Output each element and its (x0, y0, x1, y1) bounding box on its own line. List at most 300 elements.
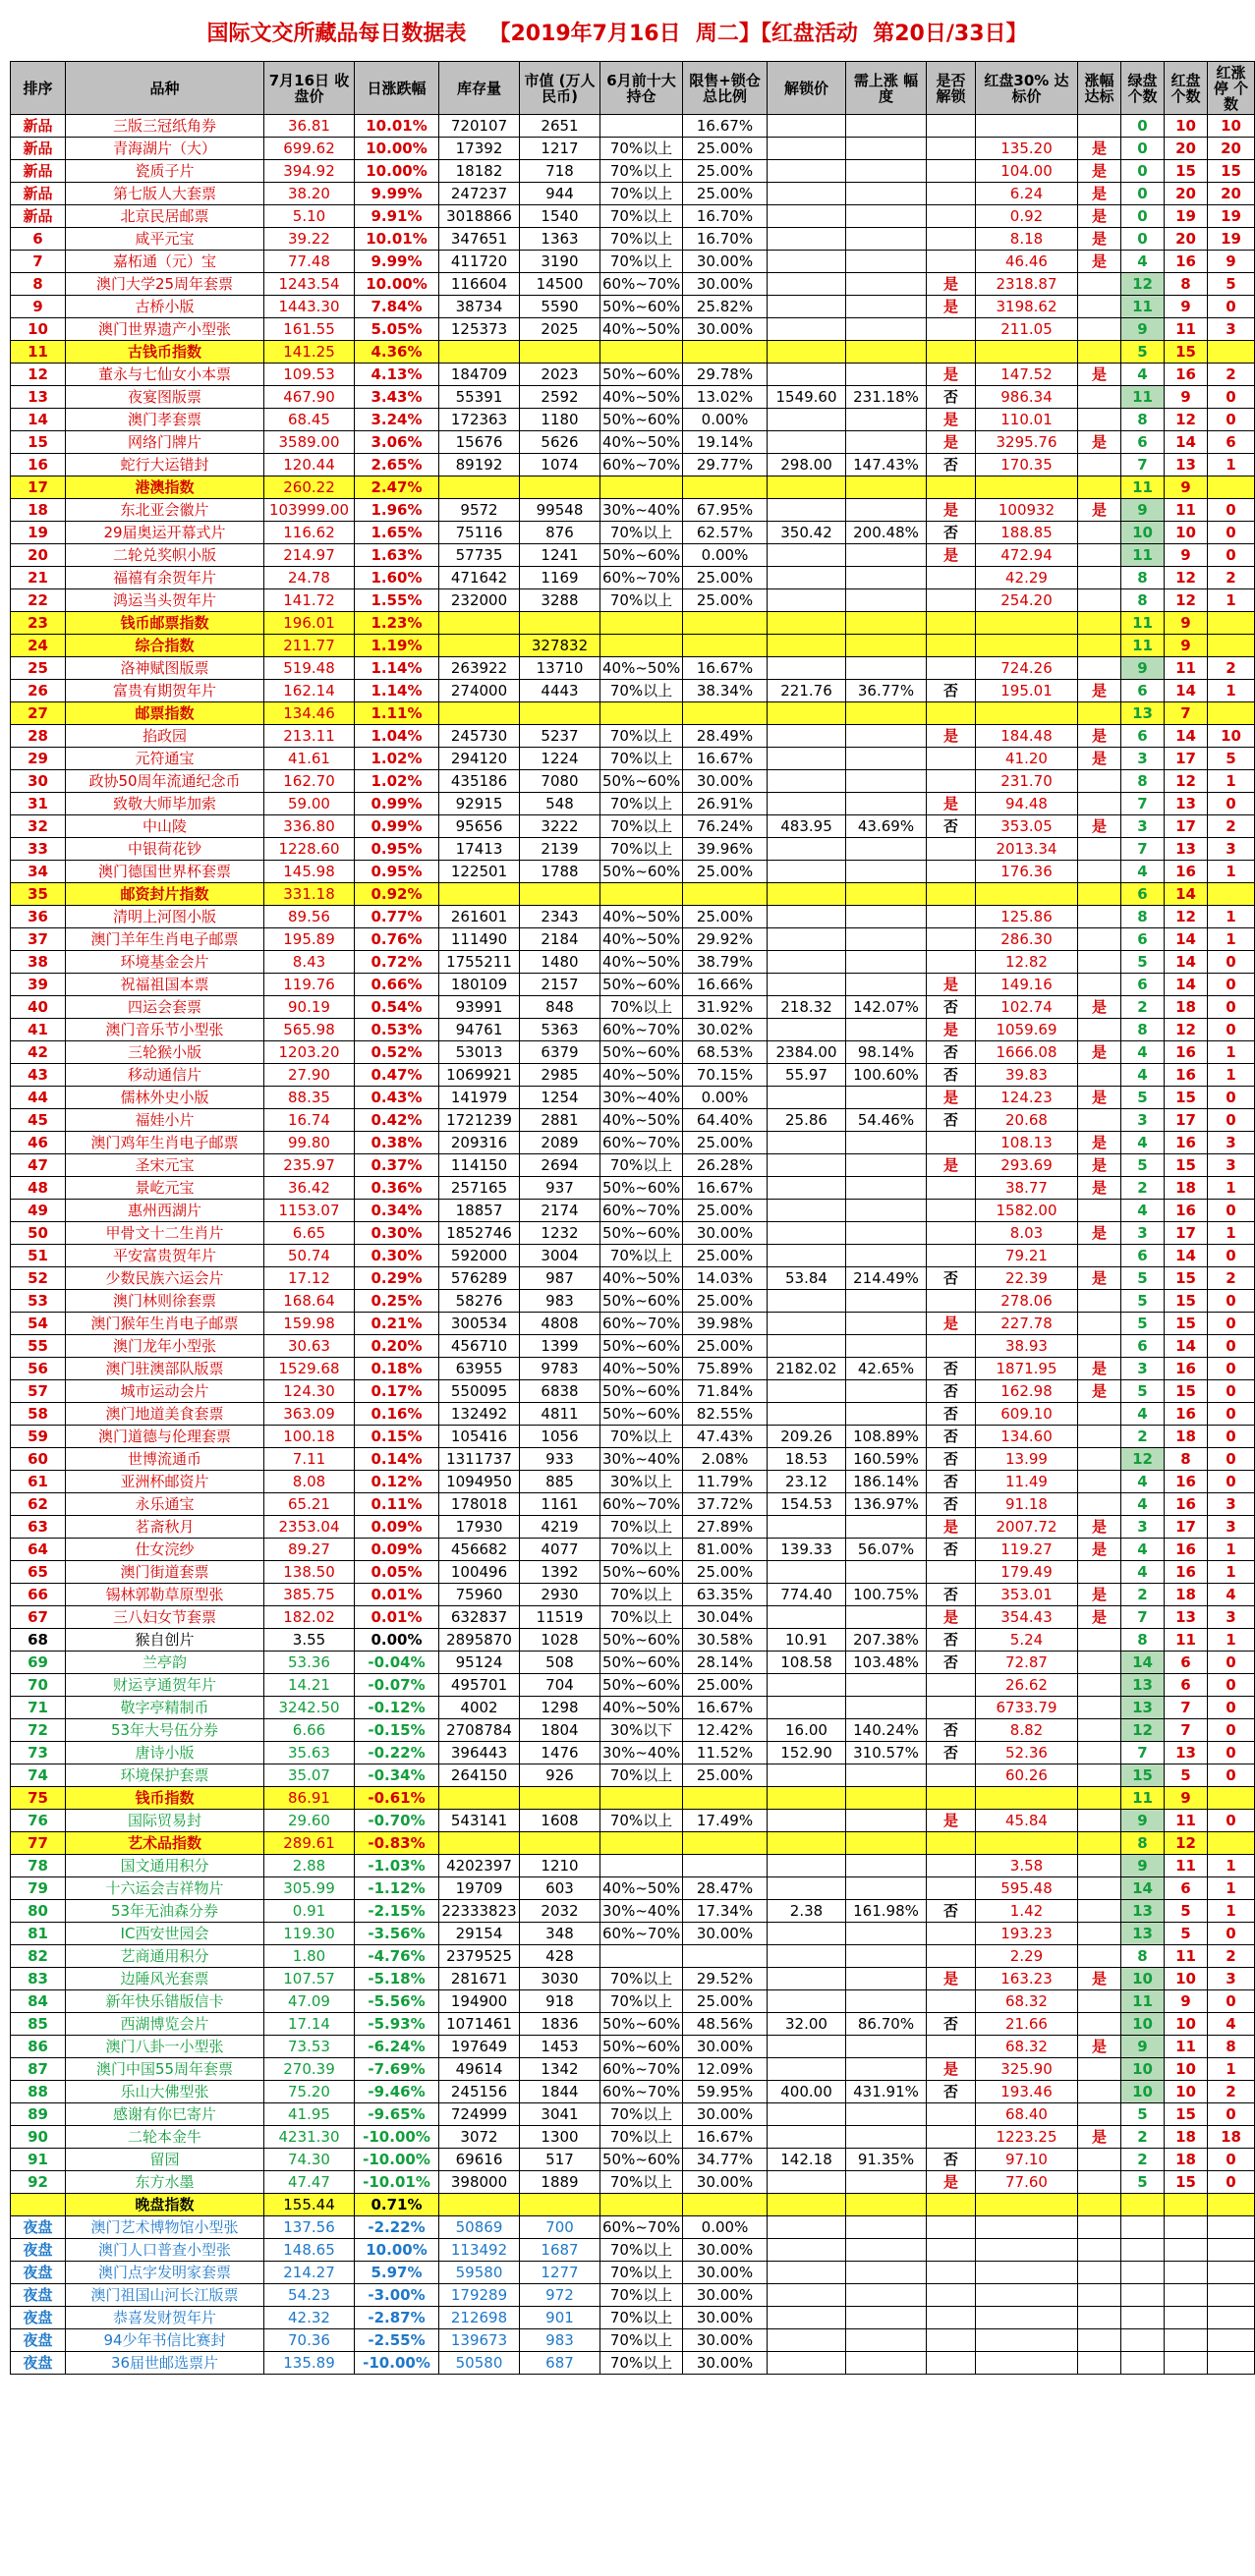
table-cell (768, 318, 846, 341)
table-cell: 18857 (439, 1200, 520, 1222)
table-cell: 9 (1165, 296, 1208, 318)
table-cell: 17 (11, 476, 66, 499)
table-cell (927, 1245, 976, 1267)
table-cell (846, 1177, 927, 1200)
table-cell: 8 (1121, 567, 1165, 589)
table-cell: 149.16 (976, 974, 1078, 996)
table-cell: 网络门牌片 (66, 431, 264, 454)
table-cell (846, 1764, 927, 1787)
table-cell: 180109 (439, 974, 520, 996)
table-cell (768, 1697, 846, 1719)
table-cell: 16.67% (683, 1177, 768, 1200)
table-cell (1208, 341, 1255, 364)
table-row (11, 657, 1255, 680)
table-cell: 61 (11, 1471, 66, 1493)
table-cell: 0 (1208, 1764, 1255, 1787)
table-row (11, 1041, 1255, 1064)
table-cell: 13.02% (683, 386, 768, 409)
table-cell: 29.52% (683, 1968, 768, 1990)
table-cell (927, 1290, 976, 1313)
table-cell: -2.22% (355, 2216, 439, 2239)
table-cell (976, 1787, 1078, 1810)
table-cell: 354.43 (976, 1606, 1078, 1629)
table-cell: 4443 (520, 680, 600, 702)
column-header: 绿盘 个数 (1121, 62, 1165, 115)
table-cell: 10 (1165, 2058, 1208, 2081)
table-cell: 嘉柘通（元）宝 (66, 251, 264, 273)
table-cell: 12 (1165, 409, 1208, 431)
table-cell: 14 (1165, 431, 1208, 454)
table-row (11, 680, 1255, 702)
table-cell: 3 (1208, 318, 1255, 341)
table-cell: 60%~70% (600, 1200, 683, 1222)
table-cell: 40%~50% (600, 318, 683, 341)
table-row (11, 567, 1255, 589)
table-cell: 5.05% (355, 318, 439, 341)
table-cell: 5626 (520, 431, 600, 454)
table-cell: 59.95% (683, 2081, 768, 2103)
table-cell: 394.92 (264, 160, 355, 183)
table-cell: 270.39 (264, 2058, 355, 2081)
table-cell: 1721239 (439, 1109, 520, 1132)
table-cell: 11 (1121, 386, 1165, 409)
table-cell: 二轮兑奖帜小版 (66, 544, 264, 567)
table-cell: 30.00% (683, 2171, 768, 2194)
table-cell: 35.63 (264, 1742, 355, 1764)
table-cell (927, 1222, 976, 1245)
table-cell (846, 1945, 927, 1968)
table-cell: 10 (1165, 2013, 1208, 2036)
table-cell (846, 1832, 927, 1855)
table-cell: 456682 (439, 1539, 520, 1561)
table-cell: 1028 (520, 1629, 600, 1652)
table-cell: 18 (1165, 1584, 1208, 1606)
table-cell (768, 1606, 846, 1629)
table-cell: 9572 (439, 499, 520, 522)
table-cell: 46.46 (976, 251, 1078, 273)
table-cell: 1 (1208, 1222, 1255, 1245)
table-cell (768, 1787, 846, 1810)
table-cell (846, 589, 927, 612)
table-cell: 50%~60% (600, 409, 683, 431)
table-cell: 0.00% (683, 544, 768, 567)
table-cell: 16 (1165, 251, 1208, 273)
table-row (11, 522, 1255, 544)
table-cell (846, 1968, 927, 1990)
table-cell: 40%~50% (600, 928, 683, 951)
table-cell (768, 1222, 846, 1245)
table-cell: 52 (11, 1267, 66, 1290)
table-cell: 42.65% (846, 1358, 927, 1380)
table-cell: 28.49% (683, 725, 768, 748)
table-cell: 261601 (439, 906, 520, 928)
table-cell: 是 (1078, 1358, 1121, 1380)
table-cell: 新品 (11, 115, 66, 138)
table-cell: 68.40 (976, 2103, 1078, 2126)
table-cell: 139.33 (768, 1539, 846, 1561)
table-cell: 85 (11, 2013, 66, 2036)
table-cell: 16 (1165, 861, 1208, 883)
table-cell: 钱币指数 (66, 1787, 264, 1810)
table-cell (846, 861, 927, 883)
table-cell (1208, 476, 1255, 499)
table-cell: 289.61 (264, 1832, 355, 1855)
table-cell (846, 1674, 927, 1697)
table-cell (976, 2284, 1078, 2307)
table-cell: 59580 (439, 2262, 520, 2284)
table-cell: 4 (1121, 1493, 1165, 1516)
table-cell: -5.56% (355, 1990, 439, 2013)
table-cell (1078, 793, 1121, 815)
table-cell: 22333823 (439, 1900, 520, 1923)
table-cell (1121, 2284, 1165, 2307)
table-cell: 30.00% (683, 273, 768, 296)
table-cell: 富贵有期贺年片 (66, 680, 264, 702)
table-cell: 25.00% (683, 1764, 768, 1787)
table-cell: 2007.72 (976, 1516, 1078, 1539)
table-cell: 91.35% (846, 2149, 927, 2171)
table-cell: 0 (1208, 2171, 1255, 2194)
table-cell (768, 205, 846, 228)
table-cell (846, 2171, 927, 2194)
table-cell: 11 (1121, 544, 1165, 567)
table-cell: 11.49 (976, 1471, 1078, 1493)
table-cell (976, 612, 1078, 635)
table-cell: 138.50 (264, 1561, 355, 1584)
table-cell: 293.69 (976, 1154, 1078, 1177)
table-cell (1078, 1561, 1121, 1584)
table-cell: 147.43% (846, 454, 927, 476)
table-cell: 1476 (520, 1742, 600, 1764)
table-row (11, 951, 1255, 974)
table-cell: 576289 (439, 1267, 520, 1290)
table-cell: 29.92% (683, 928, 768, 951)
table-cell: 14 (1165, 680, 1208, 702)
table-cell: 0 (1208, 409, 1255, 431)
table-cell (846, 251, 927, 273)
table-cell: 2708784 (439, 1719, 520, 1742)
table-cell (1078, 1064, 1121, 1087)
table-cell: 2 (1208, 2081, 1255, 2103)
table-cell: 20 (1208, 183, 1255, 205)
table-cell: 9 (11, 296, 66, 318)
table-cell: 327832 (520, 635, 600, 657)
table-cell: 8 (1121, 409, 1165, 431)
table-row (11, 1923, 1255, 1945)
table-cell: 0.53% (355, 1019, 439, 1041)
table-cell: 5 (1208, 273, 1255, 296)
table-cell (846, 1516, 927, 1539)
table-cell: 鸿运当头贺年片 (66, 589, 264, 612)
table-cell: 祝福祖国本票 (66, 974, 264, 996)
table-cell (1078, 2284, 1121, 2307)
table-cell: 11 (1165, 1629, 1208, 1652)
table-cell: 214.27 (264, 2262, 355, 2284)
table-cell: 21.66 (976, 2013, 1078, 2036)
table-cell: 13.99 (976, 1448, 1078, 1471)
table-cell: 8 (1208, 2036, 1255, 2058)
table-cell: 37.72% (683, 1493, 768, 1516)
table-cell: 0 (1121, 183, 1165, 205)
table-cell: 60%~70% (600, 567, 683, 589)
table-cell: 86.70% (846, 2013, 927, 2036)
table-cell: 14 (1121, 1652, 1165, 1674)
table-cell: 否 (927, 1109, 976, 1132)
table-cell: -9.65% (355, 2103, 439, 2126)
table-cell: 12 (1165, 770, 1208, 793)
table-cell: 30.00% (683, 2284, 768, 2307)
table-cell (846, 1810, 927, 1832)
table-cell (1078, 115, 1121, 138)
table-cell (1078, 612, 1121, 635)
table-cell: 16.74 (264, 1109, 355, 1132)
table-cell (768, 1561, 846, 1584)
table-cell: 2174 (520, 1200, 600, 1222)
table-cell: 16.67% (683, 748, 768, 770)
table-cell: 29 (11, 748, 66, 770)
table-cell: 0 (1208, 1358, 1255, 1380)
table-cell: 40%~50% (600, 386, 683, 409)
table-cell: 78 (11, 1855, 66, 1877)
table-cell: 是 (927, 1087, 976, 1109)
table-row (11, 2171, 1255, 2194)
table-cell: 176.36 (976, 861, 1078, 883)
table-cell: 53 (11, 1290, 66, 1313)
table-cell: 885 (520, 1471, 600, 1493)
table-cell: 3 (1208, 1154, 1255, 1177)
table-cell: 184709 (439, 364, 520, 386)
table-cell: 5 (1208, 748, 1255, 770)
table-cell: 16 (1165, 1403, 1208, 1426)
table-cell: 9 (1121, 318, 1165, 341)
table-cell: 699.62 (264, 138, 355, 160)
table-cell: 162.14 (264, 680, 355, 702)
table-cell: 159.98 (264, 1313, 355, 1335)
table-cell: 澳门驻澳部队版票 (66, 1358, 264, 1380)
table-cell: 6 (1165, 1652, 1208, 1674)
table-cell: 60%~70% (600, 1313, 683, 1335)
table-cell (927, 205, 976, 228)
table-cell (927, 770, 976, 793)
table-cell: 1 (1208, 2058, 1255, 2081)
table-cell: 2379525 (439, 1945, 520, 1968)
table-cell (520, 883, 600, 906)
table-cell: 1300 (520, 2126, 600, 2149)
table-cell: 1363 (520, 228, 600, 251)
table-cell: 30%~40% (600, 1742, 683, 1764)
table-cell (976, 2262, 1078, 2284)
table-cell: 11 (11, 341, 66, 364)
table-cell: 50869 (439, 2216, 520, 2239)
table-cell (1121, 2194, 1165, 2216)
table-cell: 14 (1165, 725, 1208, 748)
table-cell (927, 1832, 976, 1855)
table-cell: 94少年书信比赛封 (66, 2329, 264, 2352)
table-cell: -0.22% (355, 1742, 439, 1764)
table-cell: 否 (927, 1064, 976, 1087)
table-cell: 43.69% (846, 815, 927, 838)
table-cell: 10 (1165, 1968, 1208, 1990)
table-cell (768, 1313, 846, 1335)
table-cell: 4202397 (439, 1855, 520, 1877)
table-cell: 79.21 (976, 1245, 1078, 1267)
table-cell: 13 (1165, 454, 1208, 476)
table-cell: 50%~60% (600, 1674, 683, 1697)
table-cell: 40%~50% (600, 1697, 683, 1719)
table-cell: 1 (1208, 1177, 1255, 1200)
table-cell: 2930 (520, 1584, 600, 1606)
table-cell: 10.01% (355, 115, 439, 138)
table-cell (768, 341, 846, 364)
table-cell: 99.80 (264, 1132, 355, 1154)
table-cell (768, 1968, 846, 1990)
table-cell: 是 (1078, 1380, 1121, 1403)
table-cell: 国文通用积分 (66, 1855, 264, 1877)
table-cell (768, 1877, 846, 1900)
table-cell: 18 (1165, 2126, 1208, 2149)
table-cell: 0.16% (355, 1403, 439, 1426)
table-cell: 11 (1165, 657, 1208, 680)
column-header: 红涨停 个数 (1208, 62, 1255, 115)
table-cell: 75.20 (264, 2081, 355, 2103)
table-cell: 119.27 (976, 1539, 1078, 1561)
table-cell: 70%以上 (600, 183, 683, 205)
table-cell: 53.84 (768, 1267, 846, 1290)
table-cell: 澳门中国55周年套票 (66, 2058, 264, 2081)
table-cell (846, 1290, 927, 1313)
table-cell: 7.84% (355, 296, 439, 318)
table-cell: 245730 (439, 725, 520, 748)
table-cell: 0 (1121, 228, 1165, 251)
table-cell: 12 (1165, 567, 1208, 589)
table-cell (439, 635, 520, 657)
table-cell: 46 (11, 1132, 66, 1154)
table-cell: 4.13% (355, 364, 439, 386)
table-cell (846, 2352, 927, 2375)
table-cell (600, 1787, 683, 1810)
table-cell: 30.00% (683, 2329, 768, 2352)
table-cell (768, 861, 846, 883)
table-cell: 60%~70% (600, 2058, 683, 2081)
table-cell: 9 (1165, 476, 1208, 499)
table-cell: 5.97% (355, 2262, 439, 2284)
table-cell: 11 (1165, 318, 1208, 341)
table-cell (846, 1990, 927, 2013)
table-cell: 60 (11, 1448, 66, 1471)
table-cell: 8.03 (976, 1222, 1078, 1245)
table-cell: 30 (11, 770, 66, 793)
table-row (11, 2262, 1255, 2284)
table-cell (439, 2194, 520, 2216)
table-cell (768, 1335, 846, 1358)
table-cell (683, 635, 768, 657)
table-cell: 13 (1121, 702, 1165, 725)
table-cell: 瓷质子片 (66, 160, 264, 183)
table-cell: 70%以上 (600, 1154, 683, 1177)
index-row (11, 1832, 1255, 1855)
table-cell: 94.48 (976, 793, 1078, 815)
table-cell: 218.32 (768, 996, 846, 1019)
table-cell: 14 (1165, 883, 1208, 906)
table-cell: 6733.79 (976, 1697, 1078, 1719)
table-cell (976, 2216, 1078, 2239)
table-cell: 2 (1208, 815, 1255, 838)
table-row (11, 1493, 1255, 1516)
table-cell: 0.99% (355, 815, 439, 838)
table-cell: 70%以上 (600, 205, 683, 228)
table-row (11, 1154, 1255, 1177)
table-cell: 38.79% (683, 951, 768, 974)
table-cell: 72.87 (976, 1652, 1078, 1674)
table-cell: 5 (1121, 341, 1165, 364)
table-cell (1078, 635, 1121, 657)
table-cell: 2182.02 (768, 1358, 846, 1380)
table-cell (846, 1923, 927, 1945)
table-cell: 565.98 (264, 1019, 355, 1041)
table-cell: 是 (927, 974, 976, 996)
table-cell: 2.47% (355, 476, 439, 499)
table-cell: 1071461 (439, 2013, 520, 2036)
table-cell (846, 2103, 927, 2126)
table-cell: 23 (11, 612, 66, 635)
table-cell: 54.23 (264, 2284, 355, 2307)
table-cell: 0.92 (976, 205, 1078, 228)
table-row (11, 906, 1255, 928)
table-cell: 39.83 (976, 1064, 1078, 1087)
table-cell: 15 (1165, 1290, 1208, 1313)
table-cell: 1 (1208, 1629, 1255, 1652)
table-cell: 是 (927, 1968, 976, 1990)
table-cell (846, 1019, 927, 1041)
table-cell: 70%以上 (600, 748, 683, 770)
table-cell: 25.86 (768, 1109, 846, 1132)
table-cell: 3 (1208, 1493, 1255, 1516)
table-cell: -6.24% (355, 2036, 439, 2058)
table-cell: 1 (1208, 861, 1255, 883)
table-cell (768, 1132, 846, 1154)
table-cell (1165, 2239, 1208, 2262)
table-cell: 1 (1208, 1877, 1255, 1900)
table-cell: 64.40% (683, 1109, 768, 1132)
table-cell: 231.70 (976, 770, 1078, 793)
table-cell: 1 (1208, 928, 1255, 951)
table-cell: 70%以上 (600, 1990, 683, 2013)
table-cell: 1 (1208, 589, 1255, 612)
table-cell: 否 (927, 815, 976, 838)
table-cell: 0 (1208, 1426, 1255, 1448)
table-cell: 12 (1121, 1719, 1165, 1742)
table-cell (768, 702, 846, 725)
table-cell: 103999.00 (264, 499, 355, 522)
table-cell: 4 (1121, 1064, 1165, 1087)
table-cell: 23.12 (768, 1471, 846, 1493)
table-cell: 84 (11, 1990, 66, 2013)
table-cell: 8.08 (264, 1471, 355, 1493)
table-cell (600, 341, 683, 364)
table-cell: 33 (11, 838, 66, 861)
table-cell: -9.46% (355, 2081, 439, 2103)
table-cell: 7080 (520, 770, 600, 793)
table-cell: 30.02% (683, 1019, 768, 1041)
table-cell (768, 1990, 846, 2013)
table-cell: 蛇行大运错封 (66, 454, 264, 476)
table-cell: 2 (1208, 567, 1255, 589)
table-cell: 70%以上 (600, 228, 683, 251)
table-cell: 43 (11, 1064, 66, 1087)
table-cell (683, 883, 768, 906)
table-cell: -7.69% (355, 2058, 439, 2081)
table-cell: 70%以上 (600, 2307, 683, 2329)
